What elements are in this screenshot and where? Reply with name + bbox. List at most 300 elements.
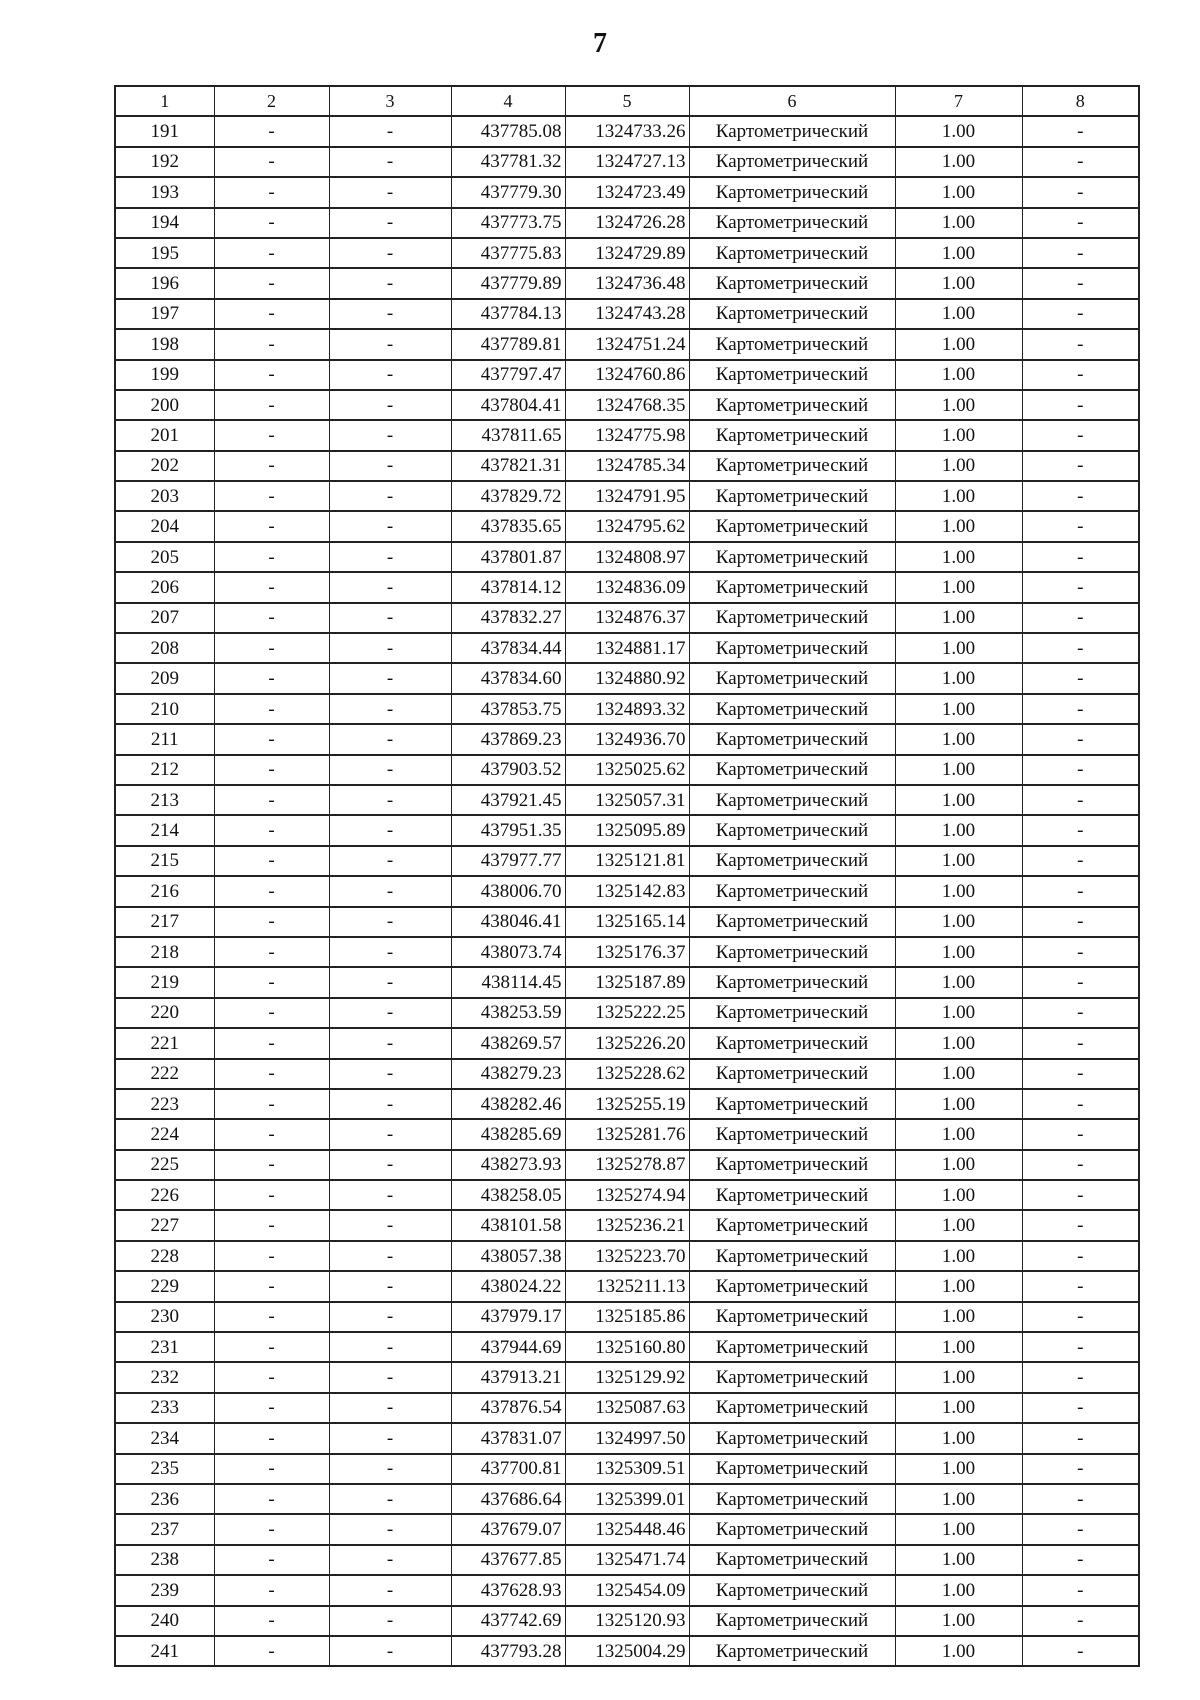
- x-coordinate-cell: 437834.44: [451, 633, 565, 663]
- x-coordinate-cell: 437903.52: [451, 755, 565, 785]
- col-8-value-cell: -: [1022, 1454, 1139, 1484]
- point-number-cell: 239: [115, 1575, 214, 1605]
- point-number-cell: 209: [115, 663, 214, 693]
- point-number-cell: 240: [115, 1606, 214, 1636]
- header-cell-col-7: 7: [895, 86, 1022, 116]
- point-number-cell: 236: [115, 1484, 214, 1514]
- accuracy-cell: 1.00: [895, 177, 1022, 207]
- table-row: [115, 603, 1139, 633]
- table-row: [115, 1484, 1139, 1514]
- accuracy-cell: 1.00: [895, 815, 1022, 845]
- method-cell: Картометрический: [689, 360, 895, 390]
- x-coordinate-cell: 438114.45: [451, 967, 565, 997]
- col-3-value-cell: -: [329, 663, 451, 693]
- method-cell: Картометрический: [689, 511, 895, 541]
- y-coordinate-cell: 1325454.09: [565, 1575, 689, 1605]
- table-row: [115, 815, 1139, 845]
- x-coordinate-cell: 437784.13: [451, 299, 565, 329]
- point-number-cell: 213: [115, 785, 214, 815]
- col-2-value-cell: -: [214, 268, 329, 298]
- point-number-cell: 191: [115, 116, 214, 146]
- col-8-value-cell: -: [1022, 1150, 1139, 1180]
- table-row: [115, 724, 1139, 754]
- col-3-value-cell: -: [329, 1484, 451, 1514]
- col-3-value-cell: -: [329, 967, 451, 997]
- method-cell: Картометрический: [689, 755, 895, 785]
- x-coordinate-cell: 437821.31: [451, 451, 565, 481]
- method-cell: Картометрический: [689, 1423, 895, 1453]
- col-8-value-cell: -: [1022, 208, 1139, 238]
- x-coordinate-cell: 437869.23: [451, 724, 565, 754]
- point-number-cell: 220: [115, 998, 214, 1028]
- col-2-value-cell: -: [214, 451, 329, 481]
- point-number-cell: 210: [115, 694, 214, 724]
- method-cell: Картометрический: [689, 785, 895, 815]
- method-cell: Картометрический: [689, 1636, 895, 1666]
- col-8-value-cell: -: [1022, 1271, 1139, 1301]
- method-cell: Картометрический: [689, 694, 895, 724]
- accuracy-cell: 1.00: [895, 451, 1022, 481]
- method-cell: Картометрический: [689, 876, 895, 906]
- accuracy-cell: 1.00: [895, 1606, 1022, 1636]
- table-row: [115, 663, 1139, 693]
- col-8-value-cell: -: [1022, 1210, 1139, 1240]
- col-8-value-cell: -: [1022, 481, 1139, 511]
- table-row: [115, 1575, 1139, 1605]
- y-coordinate-cell: 1324795.62: [565, 511, 689, 541]
- col-8-value-cell: -: [1022, 1180, 1139, 1210]
- accuracy-cell: 1.00: [895, 603, 1022, 633]
- col-8-value-cell: -: [1022, 998, 1139, 1028]
- col-3-value-cell: -: [329, 1606, 451, 1636]
- point-number-cell: 227: [115, 1210, 214, 1240]
- method-cell: Картометрический: [689, 1241, 895, 1271]
- col-8-value-cell: -: [1022, 1241, 1139, 1271]
- x-coordinate-cell: 437775.83: [451, 238, 565, 268]
- col-2-value-cell: -: [214, 1302, 329, 1332]
- method-cell: Картометрический: [689, 603, 895, 633]
- col-3-value-cell: -: [329, 1636, 451, 1666]
- col-2-value-cell: -: [214, 907, 329, 937]
- x-coordinate-cell: 437811.65: [451, 420, 565, 450]
- col-8-value-cell: -: [1022, 1423, 1139, 1453]
- accuracy-cell: 1.00: [895, 1150, 1022, 1180]
- col-2-value-cell: -: [214, 147, 329, 177]
- table-row: [115, 299, 1139, 329]
- col-2-value-cell: -: [214, 329, 329, 359]
- col-3-value-cell: -: [329, 116, 451, 146]
- point-number-cell: 225: [115, 1150, 214, 1180]
- col-2-value-cell: -: [214, 755, 329, 785]
- table-row: [115, 1423, 1139, 1453]
- col-8-value-cell: -: [1022, 846, 1139, 876]
- method-cell: Картометрический: [689, 907, 895, 937]
- accuracy-cell: 1.00: [895, 633, 1022, 663]
- point-number-cell: 235: [115, 1454, 214, 1484]
- method-cell: Картометрический: [689, 147, 895, 177]
- col-2-value-cell: -: [214, 1636, 329, 1666]
- method-cell: Картометрический: [689, 481, 895, 511]
- col-2-value-cell: -: [214, 542, 329, 572]
- y-coordinate-cell: 1325255.19: [565, 1089, 689, 1119]
- method-cell: Картометрический: [689, 1545, 895, 1575]
- col-3-value-cell: -: [329, 1454, 451, 1484]
- y-coordinate-cell: 1325185.86: [565, 1302, 689, 1332]
- col-8-value-cell: -: [1022, 1514, 1139, 1544]
- point-number-cell: 241: [115, 1636, 214, 1666]
- point-number-cell: 221: [115, 1028, 214, 1058]
- col-2-value-cell: -: [214, 846, 329, 876]
- table-row: [115, 694, 1139, 724]
- col-8-value-cell: -: [1022, 1575, 1139, 1605]
- x-coordinate-cell: 437977.77: [451, 846, 565, 876]
- col-2-value-cell: -: [214, 116, 329, 146]
- accuracy-cell: 1.00: [895, 724, 1022, 754]
- col-2-value-cell: -: [214, 1119, 329, 1149]
- col-3-value-cell: -: [329, 876, 451, 906]
- point-number-cell: 234: [115, 1423, 214, 1453]
- col-8-value-cell: -: [1022, 815, 1139, 845]
- table-row: [115, 1636, 1139, 1666]
- col-3-value-cell: -: [329, 1332, 451, 1362]
- col-8-value-cell: -: [1022, 694, 1139, 724]
- col-2-value-cell: -: [214, 390, 329, 420]
- method-cell: Картометрический: [689, 1119, 895, 1149]
- y-coordinate-cell: 1325222.25: [565, 998, 689, 1028]
- point-number-cell: 204: [115, 511, 214, 541]
- point-number-cell: 193: [115, 177, 214, 207]
- y-coordinate-cell: 1324736.48: [565, 268, 689, 298]
- x-coordinate-cell: 437797.47: [451, 360, 565, 390]
- method-cell: Картометрический: [689, 1180, 895, 1210]
- x-coordinate-cell: 437832.27: [451, 603, 565, 633]
- accuracy-cell: 1.00: [895, 1180, 1022, 1210]
- table-row: [115, 451, 1139, 481]
- header-cell-col-5: 5: [565, 86, 689, 116]
- y-coordinate-cell: 1324726.28: [565, 208, 689, 238]
- method-cell: Картометрический: [689, 1302, 895, 1332]
- y-coordinate-cell: 1324785.34: [565, 451, 689, 481]
- col-8-value-cell: -: [1022, 1484, 1139, 1514]
- accuracy-cell: 1.00: [895, 1575, 1022, 1605]
- x-coordinate-cell: 438253.59: [451, 998, 565, 1028]
- accuracy-cell: 1.00: [895, 785, 1022, 815]
- point-number-cell: 218: [115, 937, 214, 967]
- table-row: [115, 967, 1139, 997]
- y-coordinate-cell: 1325087.63: [565, 1393, 689, 1423]
- y-coordinate-cell: 1324733.26: [565, 116, 689, 146]
- col-3-value-cell: -: [329, 724, 451, 754]
- accuracy-cell: 1.00: [895, 299, 1022, 329]
- col-8-value-cell: -: [1022, 724, 1139, 754]
- y-coordinate-cell: 1324743.28: [565, 299, 689, 329]
- y-coordinate-cell: 1325309.51: [565, 1454, 689, 1484]
- point-number-cell: 214: [115, 815, 214, 845]
- point-number-cell: 216: [115, 876, 214, 906]
- y-coordinate-cell: 1325228.62: [565, 1059, 689, 1089]
- col-2-value-cell: -: [214, 177, 329, 207]
- col-3-value-cell: -: [329, 1150, 451, 1180]
- x-coordinate-cell: 438101.58: [451, 1210, 565, 1240]
- method-cell: Картометрический: [689, 572, 895, 602]
- col-8-value-cell: -: [1022, 1362, 1139, 1392]
- x-coordinate-cell: 437779.30: [451, 177, 565, 207]
- y-coordinate-cell: 1324791.95: [565, 481, 689, 511]
- method-cell: Картометрический: [689, 663, 895, 693]
- point-number-cell: 233: [115, 1393, 214, 1423]
- accuracy-cell: 1.00: [895, 1119, 1022, 1149]
- table-body: [115, 86, 1139, 1666]
- col-3-value-cell: -: [329, 268, 451, 298]
- table-row: [115, 1545, 1139, 1575]
- col-2-value-cell: -: [214, 1575, 329, 1605]
- y-coordinate-cell: 1324751.24: [565, 329, 689, 359]
- point-number-cell: 203: [115, 481, 214, 511]
- accuracy-cell: 1.00: [895, 1332, 1022, 1362]
- accuracy-cell: 1.00: [895, 1454, 1022, 1484]
- col-8-value-cell: -: [1022, 299, 1139, 329]
- col-2-value-cell: -: [214, 299, 329, 329]
- col-3-value-cell: -: [329, 1089, 451, 1119]
- col-8-value-cell: -: [1022, 116, 1139, 146]
- col-2-value-cell: -: [214, 1089, 329, 1119]
- accuracy-cell: 1.00: [895, 967, 1022, 997]
- method-cell: Картометрический: [689, 542, 895, 572]
- accuracy-cell: 1.00: [895, 1423, 1022, 1453]
- y-coordinate-cell: 1325160.80: [565, 1332, 689, 1362]
- col-2-value-cell: -: [214, 572, 329, 602]
- col-2-value-cell: -: [214, 937, 329, 967]
- y-coordinate-cell: 1325223.70: [565, 1241, 689, 1271]
- col-8-value-cell: -: [1022, 542, 1139, 572]
- y-coordinate-cell: 1324768.35: [565, 390, 689, 420]
- accuracy-cell: 1.00: [895, 1545, 1022, 1575]
- col-8-value-cell: -: [1022, 1393, 1139, 1423]
- x-coordinate-cell: 437677.85: [451, 1545, 565, 1575]
- col-3-value-cell: -: [329, 1575, 451, 1605]
- accuracy-cell: 1.00: [895, 937, 1022, 967]
- accuracy-cell: 1.00: [895, 329, 1022, 359]
- col-8-value-cell: -: [1022, 390, 1139, 420]
- col-3-value-cell: -: [329, 815, 451, 845]
- point-number-cell: 226: [115, 1180, 214, 1210]
- col-2-value-cell: -: [214, 481, 329, 511]
- x-coordinate-cell: 437779.89: [451, 268, 565, 298]
- x-coordinate-cell: 437789.81: [451, 329, 565, 359]
- col-2-value-cell: -: [214, 1210, 329, 1240]
- method-cell: Картометрический: [689, 1150, 895, 1180]
- col-8-value-cell: -: [1022, 1332, 1139, 1362]
- x-coordinate-cell: 438006.70: [451, 876, 565, 906]
- x-coordinate-cell: 438285.69: [451, 1119, 565, 1149]
- table-row: [115, 390, 1139, 420]
- table-row: [115, 1332, 1139, 1362]
- point-number-cell: 196: [115, 268, 214, 298]
- accuracy-cell: 1.00: [895, 208, 1022, 238]
- y-coordinate-cell: 1325278.87: [565, 1150, 689, 1180]
- method-cell: Картометрический: [689, 937, 895, 967]
- x-coordinate-cell: 437804.41: [451, 390, 565, 420]
- x-coordinate-cell: 437944.69: [451, 1332, 565, 1362]
- table-row: [115, 846, 1139, 876]
- table-row: [115, 1362, 1139, 1392]
- method-cell: Картометрический: [689, 1484, 895, 1514]
- y-coordinate-cell: 1324723.49: [565, 177, 689, 207]
- point-number-cell: 194: [115, 208, 214, 238]
- method-cell: Картометрический: [689, 329, 895, 359]
- col-2-value-cell: -: [214, 208, 329, 238]
- col-8-value-cell: -: [1022, 603, 1139, 633]
- x-coordinate-cell: 438269.57: [451, 1028, 565, 1058]
- x-coordinate-cell: 438057.38: [451, 1241, 565, 1271]
- point-number-cell: 228: [115, 1241, 214, 1271]
- y-coordinate-cell: 1325176.37: [565, 937, 689, 967]
- col-2-value-cell: -: [214, 360, 329, 390]
- accuracy-cell: 1.00: [895, 663, 1022, 693]
- table-row: [115, 937, 1139, 967]
- col-3-value-cell: -: [329, 1393, 451, 1423]
- accuracy-cell: 1.00: [895, 360, 1022, 390]
- point-number-cell: 223: [115, 1089, 214, 1119]
- col-2-value-cell: -: [214, 1606, 329, 1636]
- accuracy-cell: 1.00: [895, 1393, 1022, 1423]
- col-8-value-cell: -: [1022, 451, 1139, 481]
- col-8-value-cell: -: [1022, 329, 1139, 359]
- x-coordinate-cell: 438273.93: [451, 1150, 565, 1180]
- point-number-cell: 198: [115, 329, 214, 359]
- table-row: [115, 1180, 1139, 1210]
- table-row: [115, 1302, 1139, 1332]
- table-row: [115, 876, 1139, 906]
- method-cell: Картометрический: [689, 268, 895, 298]
- col-3-value-cell: -: [329, 1271, 451, 1301]
- col-2-value-cell: -: [214, 663, 329, 693]
- table-row: [115, 208, 1139, 238]
- col-3-value-cell: -: [329, 572, 451, 602]
- table-row: [115, 420, 1139, 450]
- point-number-cell: 200: [115, 390, 214, 420]
- x-coordinate-cell: 438073.74: [451, 937, 565, 967]
- point-number-cell: 199: [115, 360, 214, 390]
- col-3-value-cell: -: [329, 177, 451, 207]
- point-number-cell: 207: [115, 603, 214, 633]
- point-number-cell: 237: [115, 1514, 214, 1544]
- col-3-value-cell: -: [329, 1302, 451, 1332]
- x-coordinate-cell: 437913.21: [451, 1362, 565, 1392]
- col-3-value-cell: -: [329, 1210, 451, 1240]
- x-coordinate-cell: 437742.69: [451, 1606, 565, 1636]
- method-cell: Картометрический: [689, 238, 895, 268]
- table-row: [115, 572, 1139, 602]
- accuracy-cell: 1.00: [895, 694, 1022, 724]
- col-3-value-cell: -: [329, 420, 451, 450]
- y-coordinate-cell: 1325004.29: [565, 1636, 689, 1666]
- point-number-cell: 192: [115, 147, 214, 177]
- point-number-cell: 222: [115, 1059, 214, 1089]
- col-2-value-cell: -: [214, 785, 329, 815]
- y-coordinate-cell: 1325274.94: [565, 1180, 689, 1210]
- col-2-value-cell: -: [214, 967, 329, 997]
- header-cell-col-4: 4: [451, 86, 565, 116]
- point-number-cell: 238: [115, 1545, 214, 1575]
- col-8-value-cell: -: [1022, 1028, 1139, 1058]
- col-8-value-cell: -: [1022, 360, 1139, 390]
- accuracy-cell: 1.00: [895, 238, 1022, 268]
- table-row: [115, 542, 1139, 572]
- x-coordinate-cell: 437801.87: [451, 542, 565, 572]
- col-2-value-cell: -: [214, 998, 329, 1028]
- col-8-value-cell: -: [1022, 1545, 1139, 1575]
- accuracy-cell: 1.00: [895, 511, 1022, 541]
- x-coordinate-cell: 437679.07: [451, 1514, 565, 1544]
- accuracy-cell: 1.00: [895, 116, 1022, 146]
- accuracy-cell: 1.00: [895, 1302, 1022, 1332]
- y-coordinate-cell: 1325448.46: [565, 1514, 689, 1544]
- accuracy-cell: 1.00: [895, 1089, 1022, 1119]
- table-row: [115, 147, 1139, 177]
- header-cell-col-8: 8: [1022, 86, 1139, 116]
- col-3-value-cell: -: [329, 511, 451, 541]
- method-cell: Картометрический: [689, 1059, 895, 1089]
- col-3-value-cell: -: [329, 329, 451, 359]
- accuracy-cell: 1.00: [895, 1271, 1022, 1301]
- col-8-value-cell: -: [1022, 572, 1139, 602]
- col-3-value-cell: -: [329, 755, 451, 785]
- col-3-value-cell: -: [329, 360, 451, 390]
- table-row: [115, 755, 1139, 785]
- y-coordinate-cell: 1325142.83: [565, 876, 689, 906]
- col-2-value-cell: -: [214, 876, 329, 906]
- col-2-value-cell: -: [214, 1241, 329, 1271]
- col-2-value-cell: -: [214, 238, 329, 268]
- table-row: [115, 481, 1139, 511]
- table-row: [115, 1241, 1139, 1271]
- table-row: [115, 1059, 1139, 1089]
- y-coordinate-cell: 1325399.01: [565, 1484, 689, 1514]
- col-3-value-cell: -: [329, 937, 451, 967]
- method-cell: Картометрический: [689, 846, 895, 876]
- x-coordinate-cell: 438282.46: [451, 1089, 565, 1119]
- y-coordinate-cell: 1325025.62: [565, 755, 689, 785]
- col-2-value-cell: -: [214, 511, 329, 541]
- y-coordinate-cell: 1325236.21: [565, 1210, 689, 1240]
- table-row: [115, 1271, 1139, 1301]
- point-number-cell: 202: [115, 451, 214, 481]
- col-2-value-cell: -: [214, 1180, 329, 1210]
- y-coordinate-cell: 1324880.92: [565, 663, 689, 693]
- y-coordinate-cell: 1324727.13: [565, 147, 689, 177]
- col-3-value-cell: -: [329, 785, 451, 815]
- col-3-value-cell: -: [329, 451, 451, 481]
- point-number-cell: 211: [115, 724, 214, 754]
- col-2-value-cell: -: [214, 1028, 329, 1058]
- point-number-cell: 215: [115, 846, 214, 876]
- y-coordinate-cell: 1324836.09: [565, 572, 689, 602]
- col-8-value-cell: -: [1022, 785, 1139, 815]
- x-coordinate-cell: 438024.22: [451, 1271, 565, 1301]
- method-cell: Картометрический: [689, 1332, 895, 1362]
- y-coordinate-cell: 1325226.20: [565, 1028, 689, 1058]
- x-coordinate-cell: 437951.35: [451, 815, 565, 845]
- table-row: [115, 785, 1139, 815]
- x-coordinate-cell: 437773.75: [451, 208, 565, 238]
- col-3-value-cell: -: [329, 1180, 451, 1210]
- method-cell: Картометрический: [689, 633, 895, 663]
- col-3-value-cell: -: [329, 481, 451, 511]
- col-8-value-cell: -: [1022, 755, 1139, 785]
- method-cell: Картометрический: [689, 1575, 895, 1605]
- col-3-value-cell: -: [329, 542, 451, 572]
